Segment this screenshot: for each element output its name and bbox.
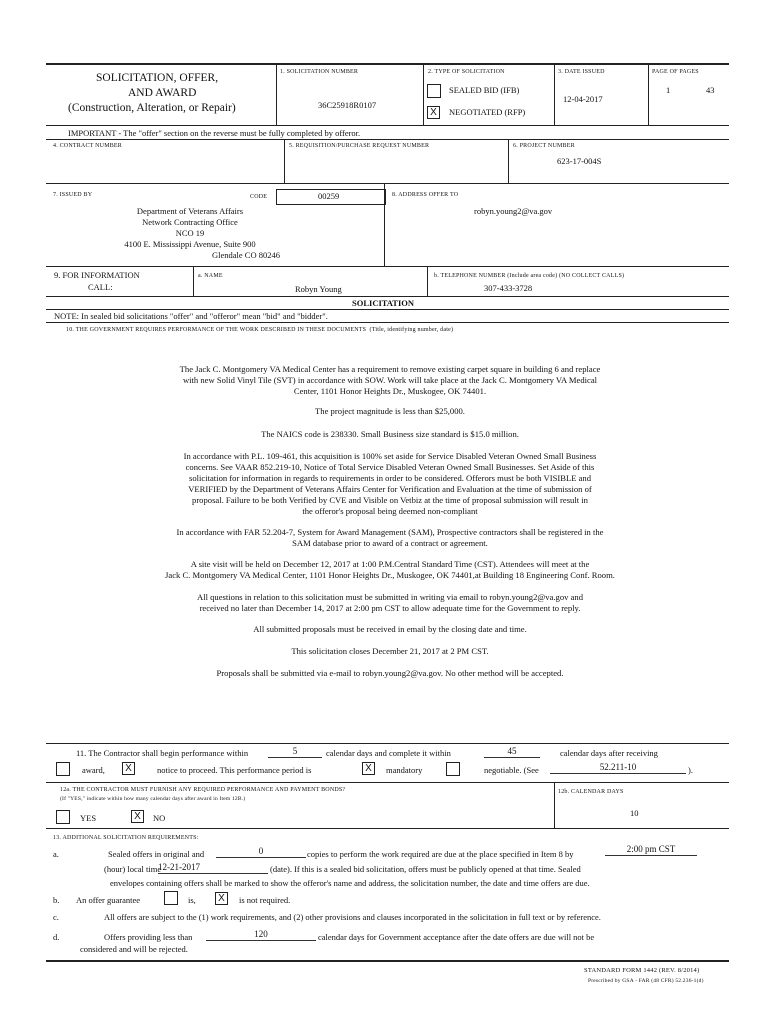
negotiated-label: NEGOTIATED (RFP) (449, 107, 526, 117)
description-line: VERIFIED by the Department of Veterans Affairs Center for Verification and Evaluation at the time of submission of (188, 484, 592, 494)
date-issued: 12-04-2017 (563, 94, 603, 104)
description-line: In accordance with P.L. 109-461, this acquisition is 100% set aside for Service Disabled Veteran Owned Small Business (183, 451, 597, 461)
acceptance-days: 120 (206, 929, 316, 941)
due-time: 2:00 pm CST (605, 844, 697, 856)
start-days: 5 (268, 746, 322, 758)
contract-number-label: 4. CONTRACT NUMBER (53, 143, 122, 149)
item13-a-text: copies to perform the work required are due at the place specified in Item 8 by (307, 849, 574, 859)
address-offer-label: 8. ADDRESS OFFER TO (392, 192, 459, 198)
row-border (46, 139, 729, 140)
item13-a-text: Sealed offers in original and (108, 849, 205, 859)
row-border (46, 782, 729, 783)
row-border (46, 125, 729, 126)
description-line: Jack C. Montgomery VA Medical Center, 1101 Honor Heights Dr., Muskogee, OK 74401,at Building 18 Engineering Conf. Room. (165, 570, 615, 580)
description-line: The Jack C. Montgomery VA Medical Center has a requirement to remove existing carpet square in building 6 and replace (179, 364, 601, 374)
description-line: concerns. See VAAR 852.219-10, Notice of Total Service Disabled Veteran Owned Small Businesses. Set Aside of this (185, 462, 595, 472)
project-number-label: 6. PROJECT NUMBER (513, 143, 575, 149)
notice-label: notice to proceed. This performance period is (157, 765, 312, 775)
bottom-border (46, 960, 729, 962)
row-border (46, 266, 729, 267)
item13-c-text: All offers are subject to the (1) work requirements, and (2) other provisions and clauses incorporated in the solicitation in full text or by reference. (104, 912, 601, 922)
code-label: CODE (250, 194, 268, 200)
description-line: All questions in relation to this solicitation must be submitted in writing via email to robyn.young2@va.gov and (197, 592, 583, 602)
bonds-no-checkbox[interactable]: X (131, 810, 144, 823)
notice-to-proceed-checkbox[interactable]: X (122, 762, 135, 775)
sealed-bid-note: NOTE: In sealed bid solicitations "offer" and "offeror" mean "bid" and "bidder". (54, 311, 328, 321)
see-close: ). (688, 765, 693, 775)
issuer-line: 4100 E. Mississippi Avenue, Suite 900 (124, 239, 256, 249)
contact-name: Robyn Young (295, 284, 342, 294)
divider (554, 782, 555, 828)
important-notice: IMPORTANT - The "offer" section on the reverse must be fully completed by offeror. (68, 128, 361, 138)
description-line: received no later than December 14, 2017 at 2:00 pm CST to allow adequate time for the Government to reply. (199, 603, 581, 613)
bonds-yes-checkbox[interactable] (56, 810, 70, 824)
form-title-line1: SOLICITATION, OFFER, (96, 72, 219, 84)
sealed-bid-checkbox[interactable] (427, 84, 441, 98)
sealed-bid-label: SEALED BID (IFB) (449, 85, 520, 95)
prescribed-by: Prescribed by GSA - FAR (48 CFR) 52.236-1(d) (588, 978, 704, 984)
divider (423, 63, 424, 125)
item13-d-text: considered and will be rejected. (80, 944, 188, 954)
description-line: The project magnitude is less than $25,000. (315, 406, 465, 416)
solicitation-number: 36C25918R0107 (318, 100, 377, 110)
form-title-line3: (Construction, Alteration, or Repair) (68, 102, 236, 114)
item11-text: calendar days and complete it within (326, 748, 451, 758)
item11-text: calendar days after receiving (560, 748, 658, 758)
negotiated-checkbox[interactable]: X (427, 106, 440, 119)
info-label-line2: CALL: (88, 282, 113, 292)
guarantee-is-label: is, (188, 895, 196, 905)
bonds-label: 12a. THE CONTRACTOR MUST FURNISH ANY REQUIRED PERFORMANCE AND PAYMENT BONDS? (60, 787, 346, 793)
divider (554, 63, 555, 125)
issuer-line: Network Contracting Office (142, 217, 238, 227)
item13-b-text: An offer guarantee (76, 895, 141, 905)
item13-c: c. (53, 912, 59, 922)
item13-a-text: envelopes containing offers shall be marked to show the offeror's name and address, the solicitation number, the date and time offers are due. (110, 878, 590, 888)
address-offer-email[interactable]: robyn.young2@va.gov (474, 206, 553, 216)
project-number: 623-17-004S (557, 156, 602, 166)
row-border (46, 743, 729, 744)
solicitation-number-label: 1. SOLICITATION NUMBER (280, 69, 359, 75)
row-border (46, 183, 729, 184)
complete-days: 45 (484, 746, 540, 758)
issuer-code: 00259 (318, 191, 340, 201)
item13-d-text: Offers providing less than (104, 932, 193, 942)
page-of-pages-label: PAGE OF PAGES (652, 69, 699, 75)
mandatory-label: mandatory (386, 765, 423, 775)
item13-d-text: calendar days for Government acceptance after the date offers are due will not be (318, 932, 595, 942)
issuer-line: NCO 19 (175, 228, 205, 238)
solicitation-heading: SOLICITATION (352, 298, 415, 308)
row-border (46, 309, 729, 310)
divider (284, 139, 285, 183)
info-label-line1: 9. FOR INFORMATION (54, 270, 140, 280)
additional-requirements-label: 13. ADDITIONAL SOLICITATION REQUIREMENTS: (53, 835, 199, 841)
issued-by-label: 7. ISSUED BY (53, 192, 93, 198)
description-line: A site visit will be held on December 12, 2017 at 1:00 P.M.Central Standard Time (CST). Attendees will meet at the (190, 559, 590, 569)
telephone-number: 307-433-3728 (484, 283, 533, 293)
mandatory-checkbox[interactable]: X (362, 762, 375, 775)
form-number: STANDARD FORM 1442 (REV. 8/2014) (584, 967, 700, 974)
guarantee-not-checkbox[interactable]: X (215, 892, 228, 905)
row-border (46, 322, 729, 323)
bonds-yes-label: YES (80, 813, 97, 823)
guarantee-not-label: is not required. (239, 895, 291, 905)
description-line: All submitted proposals must be received in email by the closing date and time. (253, 624, 527, 634)
bonds-no-label: NO (153, 813, 166, 823)
date-issued-label: 3. DATE ISSUED (558, 69, 605, 75)
solicitation-type-label: 2. TYPE OF SOLICITATION (428, 69, 505, 75)
description-line: SAM database prior to award of a contract or agreement. (292, 538, 488, 548)
item13-a: a. (53, 849, 59, 859)
row-border (46, 828, 729, 829)
divider (648, 63, 649, 125)
due-date: 12-21-2017 (158, 862, 268, 874)
item13-a-text: (hour) local time (104, 864, 162, 874)
divider (427, 266, 428, 296)
description-line: with new Solid Vinyl Tile (SVT) in accordance with SOW. Work will take place at the Jack C. Montgomery VA Medical (182, 375, 598, 385)
divider (384, 183, 385, 266)
description-line: Center, 1101 Honor Heights Dr., Muskogee, OK 74401. (293, 386, 487, 396)
negotiable-label: negotiable. (See (484, 765, 539, 775)
description-line: solicitation for information in regards to requirements in order to be considered. Offerors must be both VISIBLE and (188, 473, 592, 483)
requisition-label: 5. REQUISITION/PURCHASE REQUEST NUMBER (289, 143, 430, 149)
description-line: proposal. Failure to be both Verified by CVE and Visible on Vetbiz at the time of proposal submission will result in (192, 495, 588, 505)
item11-text: 11. The Contractor shall begin performance within (76, 748, 249, 758)
divider (193, 266, 194, 296)
guarantee-is-checkbox[interactable] (164, 891, 178, 905)
copies-count: 0 (216, 846, 306, 858)
top-border (46, 63, 729, 65)
form-title-line2: AND AWARD (128, 87, 197, 99)
page-number: 1 (666, 85, 671, 95)
see-reference: 52.211-10 (550, 762, 686, 774)
divider (276, 63, 277, 125)
issuer-line: Glendale CO 80246 (212, 250, 280, 260)
award-checkbox[interactable] (56, 762, 70, 776)
item13-d: d. (53, 932, 60, 942)
calendar-days-label: 12b. CALENDAR DAYS (558, 789, 624, 795)
item13-b: b. (53, 895, 60, 905)
description-line: Proposals shall be submitted via e-mail to robyn.young2@va.gov. No other method will be accepted. (216, 668, 564, 678)
description-line: This solicitation closes December 21, 2017 at 2 PM CST. (291, 646, 489, 656)
telephone-label: b. TELEPHONE NUMBER (Include area code) (NO COLLECT CALLS) (434, 273, 625, 279)
negotiable-checkbox[interactable] (446, 762, 460, 776)
calendar-days: 10 (630, 808, 639, 818)
item13-a-text: (date). If this is a sealed bid solicitation, offers must be publicly opened at that time. Sealed (270, 864, 581, 874)
description-line: The NAICS code is 238330. Small Business size standard is $15.0 million. (261, 429, 519, 439)
contact-name-label: a. NAME (198, 273, 223, 279)
item10-label: 10. THE GOVERNMENT REQUIRES PERFORMANCE OF THE WORK DESCRIBED IN THESE DOCUMENTS (Title, identifying number, date) (66, 327, 454, 333)
description-line: the offeror's proposal being deemed non-compliant (302, 506, 478, 516)
total-pages: 43 (706, 85, 715, 95)
row-border (46, 296, 729, 297)
description-line: In accordance with FAR 52.204-7, System for Award Management (SAM), Prospective contractors shall be registered in the (176, 527, 604, 537)
bonds-sublabel: (If "YES," indicate within how many calendar days after award in Item 12B.) (60, 796, 246, 802)
award-label: award, (82, 765, 105, 775)
issuer-line: Department of Veterans Affairs (136, 206, 244, 216)
divider (508, 139, 509, 183)
